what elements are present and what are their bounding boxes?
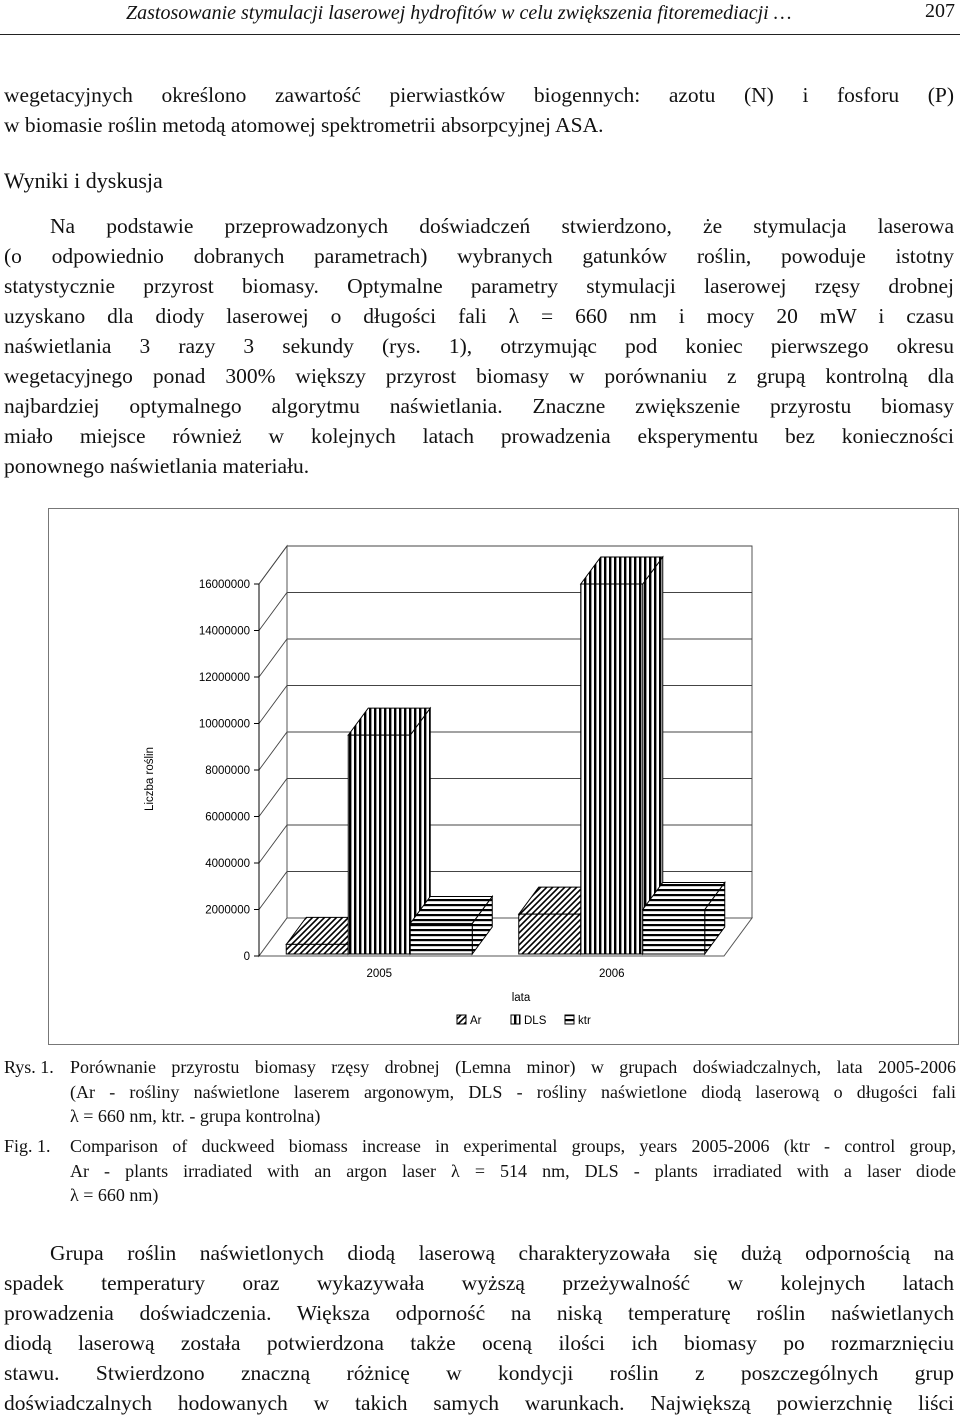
- x-tick-label: 2005: [366, 968, 393, 980]
- y-tick-label: 2000000: [205, 904, 250, 917]
- text-line: doświadczalnych hodowanych w takich samych warunkach. Największą powierzchnię liści: [4, 1391, 954, 1415]
- text-line: stawu. Stwierdzono znaczną różnicę w kondycji roślin z poszczególnych grup: [4, 1361, 954, 1385]
- caption-line: Ar - plants irradiated with an argon laser λ = 514 nm, DLS - plants irradiated with a laser diode: [70, 1160, 956, 1181]
- y-tick-label: 10000000: [198, 718, 250, 731]
- text-line: wegetacyjnych określono zawartość pierwiastków biogennych: azotu (N) i fosforu (P): [4, 83, 954, 107]
- caption-line: λ = 660 nm): [70, 1185, 159, 1205]
- chart-figure: [48, 508, 959, 1045]
- x-axis-label: lata: [511, 992, 531, 1004]
- bar-front-face: [286, 944, 348, 954]
- caption-line: Porównanie przyrostu biomasy rzęsy drobnej (Lemna minor) w grupach doświadczalnych, lata 2005-2006: [70, 1057, 956, 1077]
- results-paragraph: [4, 211, 954, 481]
- legend-swatch: [565, 1015, 574, 1024]
- y-tick-label: 6000000: [205, 811, 250, 824]
- bar-ktr-2006: [643, 883, 725, 955]
- chart-legend: [457, 1015, 591, 1027]
- bar-chart: [49, 509, 958, 1044]
- text-line: Grupa roślin naświetlonych diodą laserową charakteryzowała się dużą odpornością na: [50, 1241, 954, 1265]
- discussion-paragraph: [4, 1238, 954, 1418]
- text-line: diodą laserową została potwierdzona także oceną ilości ich biomasy po rozmarznięciu: [4, 1331, 954, 1355]
- x-tick-label: 2006: [598, 968, 625, 980]
- text-line: spadek temperatury oraz wykazywała wyższą przeżywalność w kolejnych latach: [4, 1271, 954, 1295]
- text-line: uzyskano dla diody laserowej o długości fali λ = 660 nm i mocy 20 mW i czasu: [4, 304, 954, 328]
- text-line: wegetacyjnego ponad 300% większy przyrost biomasy w porównaniu z grupą kontrolną dla: [4, 364, 954, 388]
- caption-en: [70, 1134, 956, 1208]
- page-number: 207: [925, 0, 955, 22]
- text-line: prowadzenia doświadczenia. Większa odporność na niską temperaturę roślin naświetlanych: [4, 1301, 954, 1325]
- text-line: najbardziej optymalnego algorytmu naświetlania. Znaczne zwiększenie przyrostu biomasy: [4, 394, 954, 418]
- text-line: ponownego naświetlania materiału.: [4, 454, 310, 478]
- text-line: statystycznie przyrost biomasy. Optymalne parametry stymulacji laserowej rzęsy drobnej: [4, 274, 954, 298]
- text-line: (o odpowiednio dobranych parametrach) wybranych gatunków roślin, powoduje istotny: [4, 244, 954, 268]
- bar-dls-2006: [581, 557, 663, 954]
- caption-en-label: Fig. 1.: [4, 1136, 51, 1156]
- bar-front-face: [410, 923, 472, 954]
- intro-paragraph: [4, 80, 954, 140]
- caption-line: λ = 660 nm, ktr. - grupa kontrolna): [70, 1106, 321, 1126]
- section-heading: Wyniki i dyskusja: [4, 168, 163, 193]
- bar-front-face: [643, 910, 705, 955]
- running-header-title: Zastosowanie stymulacji laserowej hydrofitów w celu zwiększenia fitoremediacji …: [126, 2, 792, 24]
- y-axis-label: Liczba roślin: [144, 747, 156, 811]
- caption-pl-label: Rys. 1.: [4, 1057, 54, 1077]
- text-line: miało miejsce również w kolejnych latach prowadzenia eksperymentu bez konieczności: [4, 424, 954, 448]
- bar-front-face: [348, 735, 410, 954]
- legend-swatch: [511, 1015, 520, 1024]
- text-line: w biomasie roślin metodą atomowej spektrometrii absorpcyjnej ASA.: [4, 113, 604, 137]
- text-line: Na podstawie przeprowadzonych doświadczeń stwierdzono, że stymulacja laserowa: [50, 214, 954, 238]
- y-tick-label: 12000000: [198, 672, 250, 684]
- legend-label: DLS: [524, 1015, 547, 1027]
- header-rule: [0, 34, 960, 35]
- legend-swatch: [457, 1015, 466, 1024]
- y-tick-label: 0: [243, 951, 250, 963]
- y-tick-label: 14000000: [198, 625, 250, 638]
- text-line: naświetlania 3 razy 3 sekundy (rys. 1), otrzymując pod koniec pierwszego okresu: [4, 334, 954, 358]
- y-tick-label: 16000000: [198, 579, 250, 591]
- caption-pl: [70, 1055, 956, 1129]
- y-tick-label: 4000000: [205, 858, 250, 870]
- bar-front-face: [519, 914, 581, 954]
- caption-line: Comparison of duckweed biomass increase in experimental groups, years 2005-2006 (ktr - control group,: [70, 1136, 956, 1156]
- legend-label: Ar: [470, 1015, 482, 1027]
- caption-line: (Ar - rośliny naświetlone laserem argonowym, DLS - rośliny naświetlone diodą laserową o długości fali: [70, 1081, 956, 1102]
- bar-front-face: [581, 584, 643, 954]
- y-tick-label: 8000000: [205, 765, 250, 777]
- legend-label: ktr: [578, 1015, 591, 1027]
